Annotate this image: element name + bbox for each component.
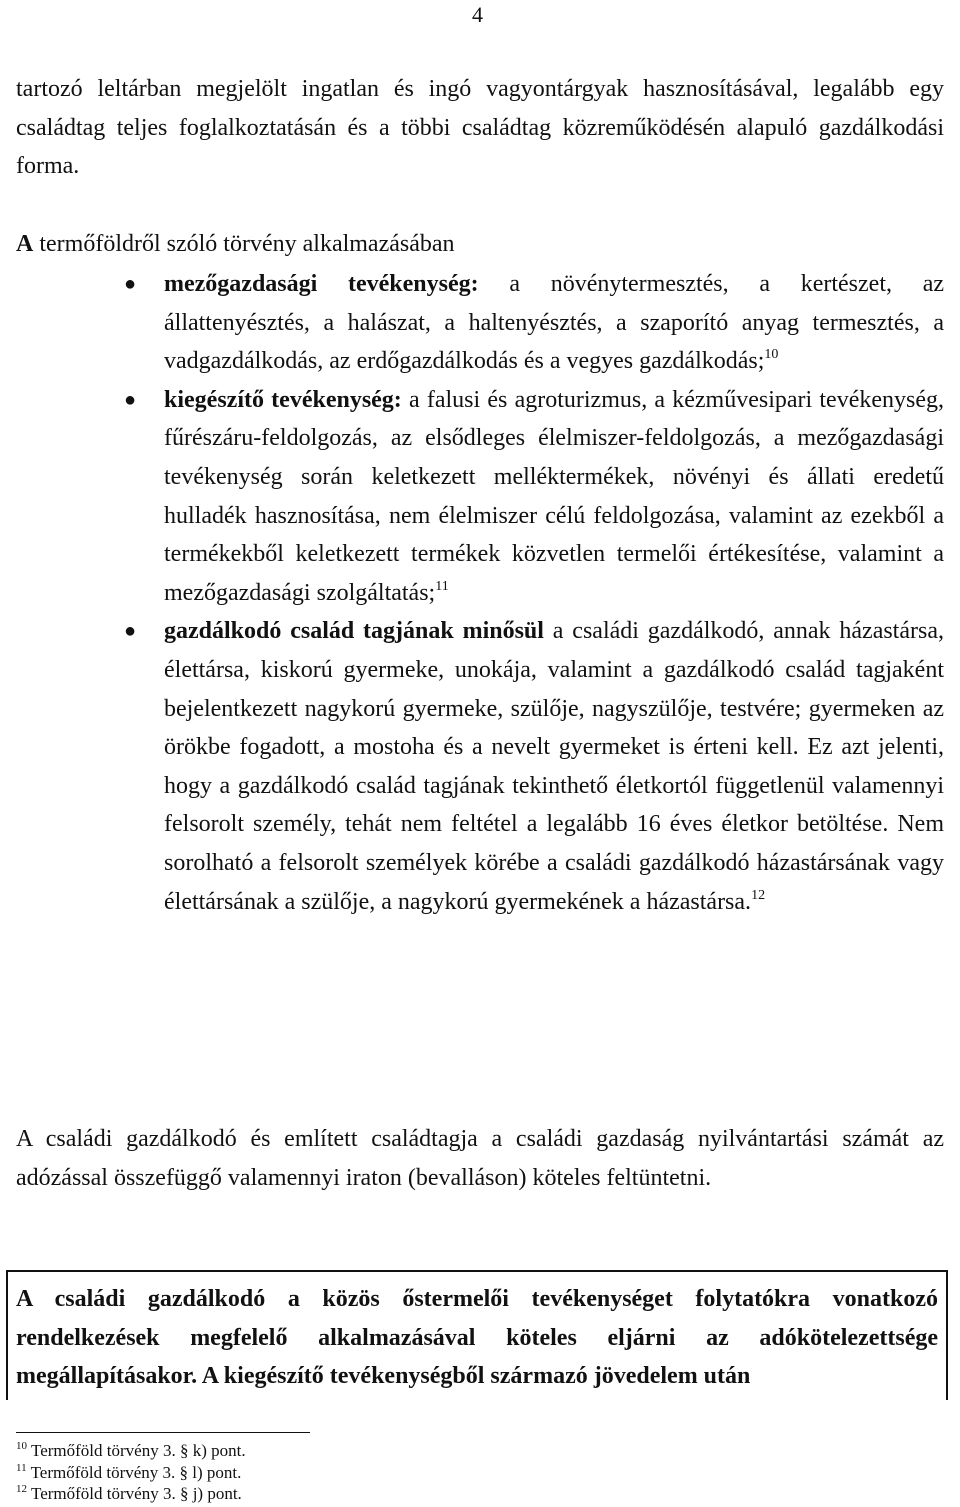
definition-text: a falusi és agroturizmus, a kézművesipari tevékenység, fűrészáru-feldolgozás, az elsődleges élelmiszer-feldolgozás, a mezőgazdasági tevékenység során keletkezett melléktermékek, növényi és állati eredetű hulladék hasznosítása, nem élelmiszer célú feldolgozása, valamint az ezekből a termékekből keletkezett termékek közvetlen termelői értékesítése, valamint a mezőgazdasági szolgáltatás; [164, 386, 945, 606]
footnote [16, 1440, 246, 1462]
definition-term: gazdálkodó család tagjának minősül [164, 618, 544, 645]
footnote-divider [16, 1432, 310, 1433]
definition-item [0, 265, 944, 381]
bullet-icon: ● [124, 273, 137, 295]
footnote-number: 12 [16, 1483, 27, 1495]
definition-term: mezőgazdasági tevékenység: [164, 271, 479, 297]
footnote-text: Termőföld törvény 3. § j) pont. [31, 1484, 242, 1503]
footnote-number: 11 [16, 1461, 27, 1474]
definition-text: a családi gazdálkodó, annak házastársa, élettársa, kiskorú gyermeke, unokája, valamint a gazdálkodó család tagjaként bejelentkezett nagykorú gyermeke, szülője, nagyszülője, testvére; gyermeken az örökbe fogadott, a mostoha és a nevelt gyermeket is érteni kell. Ez azt jelenti, hogy a gazdálkodó család tagjának tekinthető életkortól függetlenül valamennyi felsorolt személy, tehát nem feltétel a legalább 16 éves életkor betöltése. Nem sorolható a felsorolt személyek körébe a családi gazdálkodó házastársának vagy élettársának a szülője, a nagykorú gyermekének a házastársa. [164, 618, 944, 915]
definition-term: kiegészítő tevékenység: [164, 386, 402, 413]
boxed-notice-text: A családi gazdálkodó a közös őstermelői tevékenységet folytatókra vonatkozó rendelkezések megfelelő alkalmazásával köteles eljárni az adókötelezettsége megállapításakor. A kiegészítő tevékenységből származó jövedelem után [16, 1286, 938, 1390]
footnote-text: Termőföld törvény 3. § l) pont. [30, 1462, 242, 1482]
definition-text: a növénytermesztés, a kertészet, az állattenyésztés, a halászat, a haltenyésztés, a szaporító anyag termesztés, a vadgazdálkodás, az erdőgazdálkodás és a vegyes gazdálkodás; [164, 271, 944, 375]
lead-bold-start: A [16, 231, 34, 257]
definition-list [0, 265, 944, 921]
bullet-icon: ● [124, 620, 137, 643]
definition-item [0, 612, 944, 921]
lead-text: termőföldről szóló törvény alkalmazásában [33, 231, 455, 257]
footnote-ref: 11 [435, 578, 449, 594]
page-number: 4 [472, 2, 483, 27]
bullet-icon: ● [124, 388, 137, 411]
footnote [16, 1483, 246, 1505]
lead-paragraph [16, 225, 944, 264]
footnotes [16, 1440, 246, 1505]
footnote [16, 1462, 246, 1484]
footnote-number: 10 [16, 1440, 27, 1452]
registration-paragraph: A családi gazdálkodó és említett családtagja a családi gazdaság nyilvántartási számát az adózással összefüggő valamennyi iraton (bevalláson) köteles feltüntetni. [16, 1126, 944, 1191]
footnote-ref: 12 [751, 887, 766, 903]
footnote-text: Termőföld törvény 3. § k) pont. [31, 1441, 246, 1460]
intro-paragraph: tartozó leltárban megjelölt ingatlan és ingó vagyontárgyak hasznosításával, legalább egy családtag teljes foglalkoztatásán és a többi családtag közreműködésén alapuló gazdálkodási forma. [16, 76, 944, 180]
definition-item [0, 381, 944, 613]
boxed-notice [6, 1270, 948, 1400]
footnote-ref: 10 [764, 347, 779, 363]
